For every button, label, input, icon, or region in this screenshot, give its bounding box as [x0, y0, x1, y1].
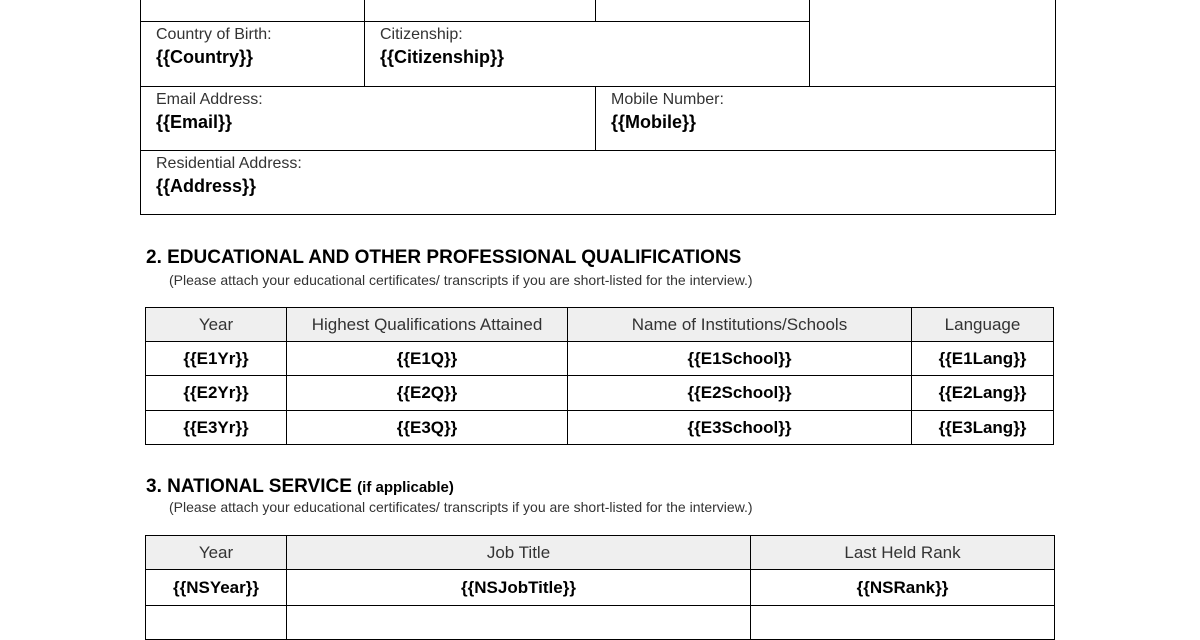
table-cell: {{E3Lang}} [912, 411, 1054, 445]
column-header-last-held-rank: Last Held Rank [751, 536, 1055, 570]
column-divider [809, 0, 810, 87]
table-row [146, 342, 1054, 376]
table-row [146, 570, 1055, 606]
national-service-heading [146, 475, 454, 500]
country-of-birth-value: {{Country}} [156, 47, 254, 67]
national-service-title: 3. NATIONAL SERVICE [146, 476, 352, 497]
national-service-header-row [146, 536, 1055, 570]
column-divider [364, 0, 365, 87]
column-divider [595, 86, 596, 151]
column-header-qualification: Highest Qualifications Attained [287, 308, 568, 342]
table-cell: {{E1School}} [568, 342, 912, 376]
table-cell: {{NSYear}} [146, 570, 287, 606]
table-cell: {{E2School}} [568, 376, 912, 411]
table-row [146, 376, 1054, 411]
table-row [146, 606, 1055, 640]
national-service-table [145, 535, 1055, 640]
table-cell: {{E3Q}} [287, 411, 568, 445]
personal-details-box [140, 0, 1056, 215]
mobile-value: {{Mobile}} [611, 112, 697, 132]
column-header-language: Language [912, 308, 1054, 342]
mobile-label: Mobile Number: [611, 91, 724, 108]
column-header-year: Year [146, 536, 287, 570]
national-service-note: (Please attach your educational certificates/ transcripts if you are short-listed for the interview.) [169, 499, 753, 515]
citizenship-value: {{Citizenship}} [380, 47, 505, 67]
table-row [146, 411, 1054, 445]
row-divider [141, 86, 1056, 87]
education-table [145, 307, 1054, 445]
table-cell: {{E1Yr}} [146, 342, 287, 376]
table-cell [751, 606, 1055, 640]
citizenship-field [380, 25, 504, 69]
row-divider [141, 150, 1056, 151]
table-cell [146, 606, 287, 640]
table-cell: {{NSRank}} [751, 570, 1055, 606]
education-note: (Please attach your educational certificates/ transcripts if you are short-listed for the interview.) [169, 272, 753, 288]
table-cell: {{NSJobTitle}} [287, 570, 751, 606]
table-cell: {{E3Yr}} [146, 411, 287, 445]
column-divider [595, 0, 596, 22]
table-cell: {{E1Q}} [287, 342, 568, 376]
table-cell: {{E1Lang}} [912, 342, 1054, 376]
citizenship-label: Citizenship: [380, 26, 463, 43]
row-divider [141, 21, 810, 22]
country-of-birth-field [156, 25, 272, 69]
education-header-row [146, 308, 1054, 342]
country-of-birth-label: Country of Birth: [156, 26, 272, 43]
email-label: Email Address: [156, 91, 263, 108]
email-field [156, 90, 263, 134]
address-field [156, 154, 302, 198]
email-value: {{Email}} [156, 112, 233, 132]
address-value: {{Address}} [156, 176, 257, 196]
table-cell: {{E2Yr}} [146, 376, 287, 411]
column-header-year: Year [146, 308, 287, 342]
mobile-field [611, 90, 724, 134]
table-cell: {{E2Q}} [287, 376, 568, 411]
table-cell: {{E2Lang}} [912, 376, 1054, 411]
column-header-institution: Name of Institutions/Schools [568, 308, 912, 342]
table-cell: {{E3School}} [568, 411, 912, 445]
column-header-job-title: Job Title [287, 536, 751, 570]
address-label: Residential Address: [156, 155, 302, 172]
table-cell [287, 606, 751, 640]
education-heading: 2. EDUCATIONAL AND OTHER PROFESSIONAL QUALIFICATIONS [146, 247, 742, 268]
national-service-qualifier: (if applicable) [357, 479, 454, 496]
